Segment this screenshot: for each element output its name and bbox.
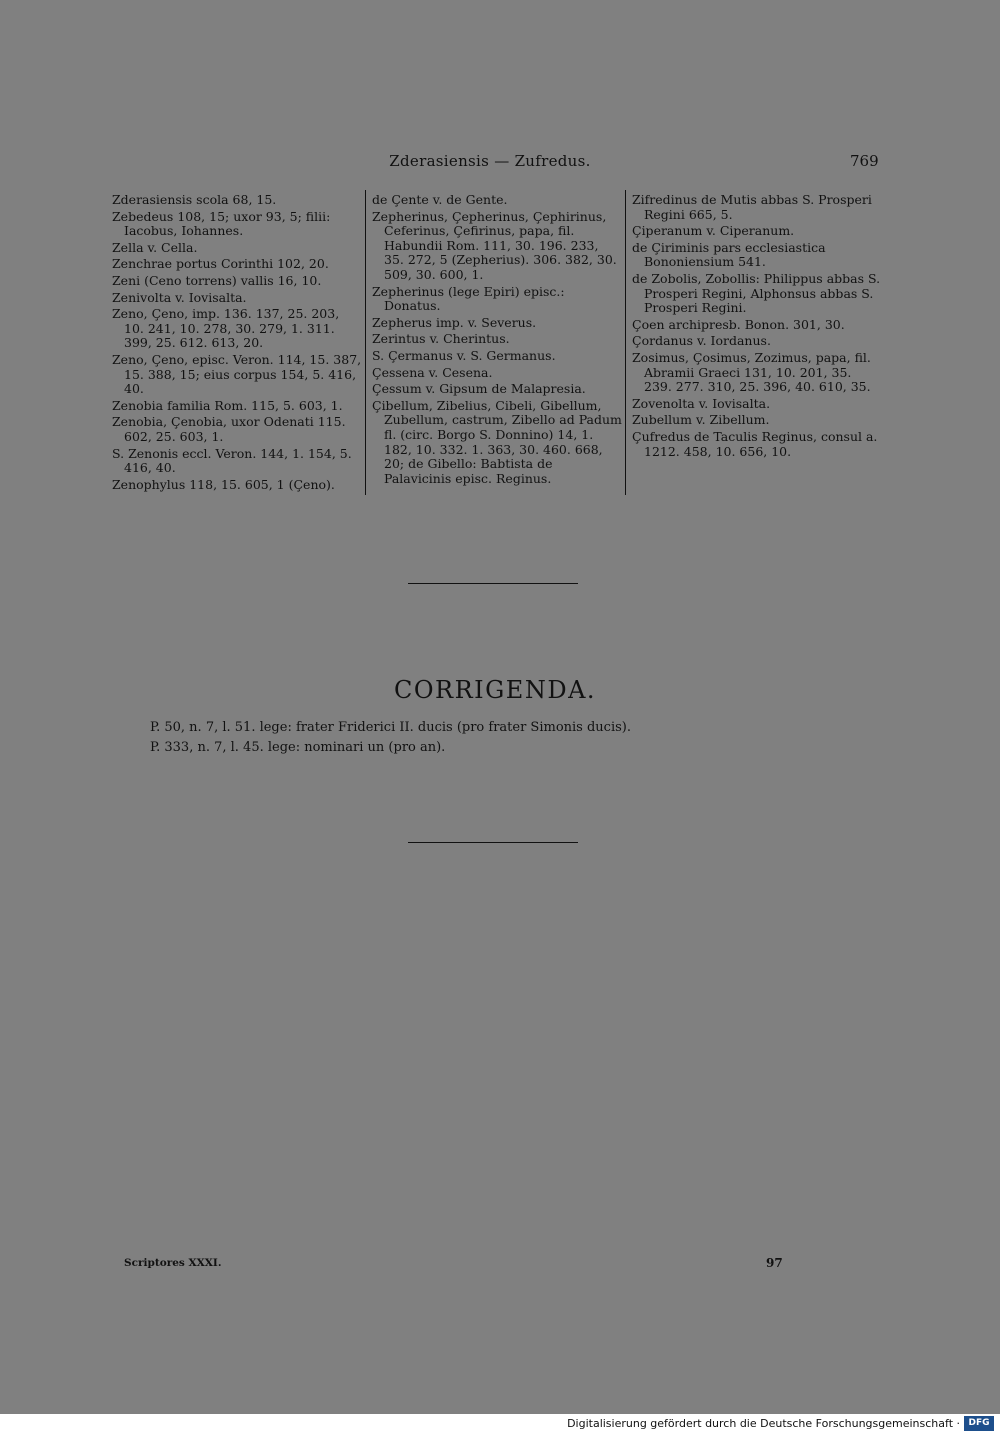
index-entry: Zeno, Çeno, imp. 136. 137, 25. 203, 10. 241, 10. 278, 30. 279, 1. 311. 399, 25. 612. 613, 20. xyxy=(112,306,340,351)
dfg-logo-icon: DFG xyxy=(964,1416,994,1431)
index-entry: Zebedeus 108, 15; uxor 93, 5; filii: Iacobus, Iohannes. xyxy=(112,208,331,239)
index-entry: Zerintus v. Cherintus. xyxy=(372,331,510,347)
index-entry: Zepherinus, Çepherinus, Çephirinus, Ceferinus, Çefirinus, papa, fil. Habundii Rom. 111, 30. 196. 233, 35. 272, 5 (Zepherius). 306. 382, 30. 509, 30. 600, 1. xyxy=(372,208,617,282)
index-entry: de Çiriminis pars ecclesiastica Bononiensium 541. xyxy=(632,239,826,270)
section-rule xyxy=(408,842,578,843)
index-entry: Zepherus imp. v. Severus. xyxy=(372,314,537,330)
column-divider xyxy=(365,190,366,495)
running-header: Zderasiensis — Zufredus. xyxy=(389,152,591,170)
index-entry: Zifredinus de Mutis abbas S. Prosperi Regini 665, 5. xyxy=(632,192,872,222)
index-entry: Zosimus, Çosimus, Zozimus, papa, fil. Abramii Graeci 131, 10. 201, 35. 239. 277. 310, 25. 396, 40. 610, 35. xyxy=(632,349,871,395)
index-entry: Zeno, Çeno, episc. Veron. 114, 15. 387, 15. 388, 15; eius corpus 154, 5. 416, 40. xyxy=(112,351,362,397)
index-entry: Zenchrae portus Corinthi 102, 20. xyxy=(112,256,329,272)
index-column-1 xyxy=(112,193,362,494)
index-column-2 xyxy=(372,193,622,488)
index-column-3 xyxy=(632,193,882,461)
corrigenda-line: P. 50, n. 7, l. 51. lege: frater Friderici II. ducis (pro frater Simonis ducis). xyxy=(150,720,631,735)
index-entry: Zeni (Ceno torrens) vallis 16, 10. xyxy=(112,272,322,288)
index-entry: Zovenolta v. Iovisalta. xyxy=(632,395,771,411)
index-entry: Zenobia familia Rom. 115, 5. 603, 1. xyxy=(112,397,343,413)
section-rule xyxy=(408,583,578,584)
page-number: 769 xyxy=(850,152,879,170)
column-divider xyxy=(625,190,626,495)
index-entry: Çessena v. Cesena. xyxy=(372,364,493,380)
index-entry: Çiperanum v. Ciperanum. xyxy=(632,223,795,239)
index-entry: Zenobia, Çenobia, uxor Odenati 115. 602, 25. 603, 1. xyxy=(112,414,346,444)
index-entry: S. Çermanus v. S. Germanus. xyxy=(372,347,556,363)
gathering-number: 97 xyxy=(766,1256,783,1270)
corrigenda-line: P. 333, n. 7, l. 45. lege: nominari un (pro an). xyxy=(150,740,446,755)
index-entry: Zenophylus 118, 15. 605, 1 (Çeno). xyxy=(112,476,335,492)
index-entry: Zubellum v. Zibellum. xyxy=(632,412,770,428)
index-entry: de Çente v. de Gente. xyxy=(372,192,508,207)
index-entry: Zenivolta v. Iovisalta. xyxy=(112,289,247,305)
index-entry: Çufredus de Taculis Reginus, consul a. 1212. 458, 10. 656, 10. xyxy=(632,428,878,459)
index-entry: de Zobolis, Zobollis: Philippus abbas S. Prosperi Regini, Alphonsus abbas S. Prosperi Regini. xyxy=(632,270,881,316)
corrigenda-heading: CORRIGENDA. xyxy=(393,676,597,704)
index-entry: Çordanus v. Iordanus. xyxy=(632,333,771,349)
index-entry: Zella v. Cella. xyxy=(112,239,198,255)
index-entry: Çibellum, Zibelius, Cibeli, Gibellum, Zubellum, castrum, Zibello ad Padum fl. (circ. Borgo S. Donnino) 14, 1. 182, 10. 332. 1. 363, 30. 460. 668, 20; de Gibello: Babtista de Palavicinis episc. Reginus. xyxy=(372,397,622,486)
funding-banner xyxy=(0,1414,1000,1434)
signature-mark: Scriptores XXXI. xyxy=(124,1257,222,1269)
index-entry: Zderasiensis scola 68, 15. xyxy=(112,192,277,207)
index-entry: Çoen archipresb. Bonon. 301, 30. xyxy=(632,316,845,332)
index-entry: S. Zenonis eccl. Veron. 144, 1. 154, 5. 416, 40. xyxy=(112,445,352,476)
index-entry: Zepherinus (lege Epiri) episc.: Donatus. xyxy=(372,283,565,314)
index-entry: Çessum v. Gipsum de Malapresia. xyxy=(372,381,586,397)
funding-text: Digitalisierung gefördert durch die Deutsche Forschungsgemeinschaft · xyxy=(567,1417,960,1430)
